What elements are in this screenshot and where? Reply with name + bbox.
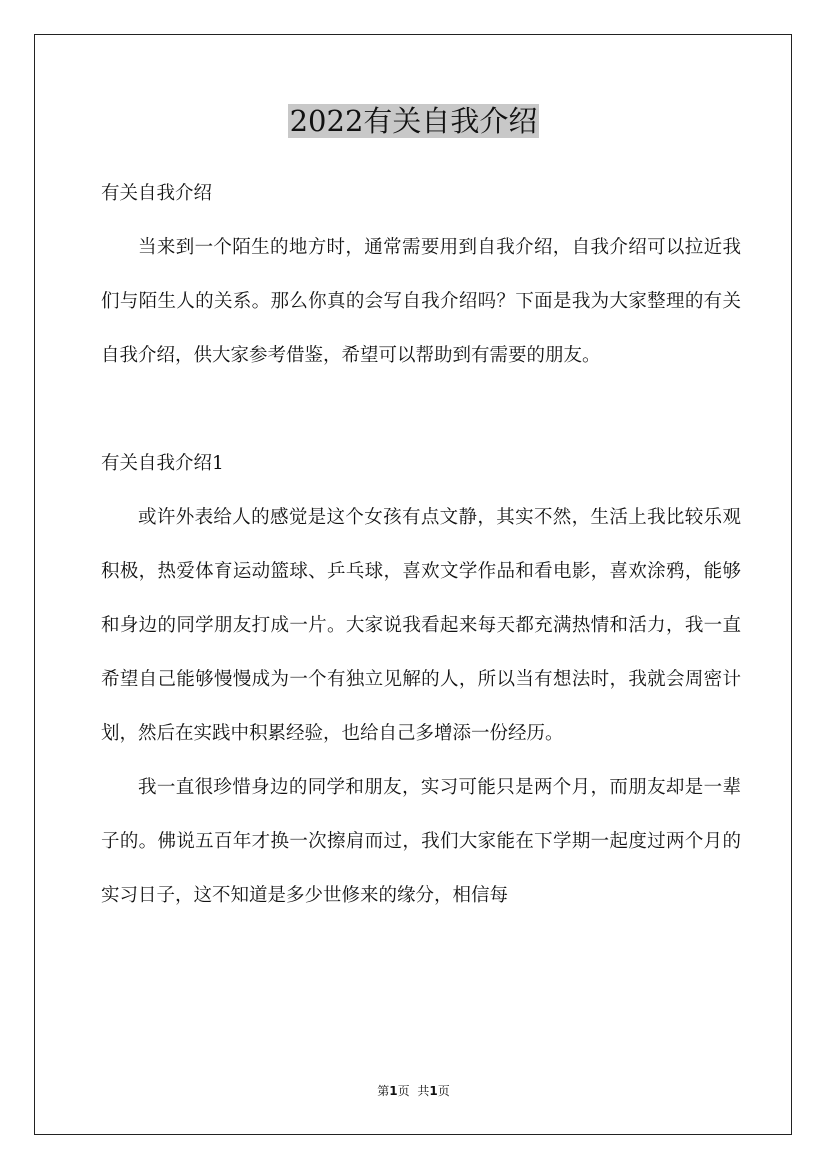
body-paragraph-2: 我一直很珍惜身边的同学和朋友，实习可能只是两个月，而朋友却是一辈子的。佛说五百年才换一次擦肩而过，我们大家能在下学期一起度过两个月的实习日子，这不知道是多少世修来的缘分，相信每 (101, 777, 741, 906)
subheading-1: 有关自我介绍1 (101, 453, 224, 474)
document-title-text: 2022有关自我介绍 (289, 104, 538, 138)
footer-total-suffix: 页 (437, 1084, 450, 1098)
paragraph-spacer (101, 383, 741, 437)
section-heading: 有关自我介绍 (101, 183, 213, 204)
page-footer (0, 1082, 827, 1100)
document-body (101, 167, 741, 923)
intro-paragraph: 当来到一个陌生的地方时，通常需要用到自我介绍，自我介绍可以拉近我们与陌生人的关系。那么你真的会写自我介绍吗？下面是我为大家整理的有关自我介绍，供大家参考借鉴，希望可以帮助到有需要的朋友。 (101, 237, 741, 366)
footer-page-suffix: 页 (397, 1084, 410, 1098)
footer-total-prefix: 共 (417, 1084, 430, 1098)
document-title (0, 101, 827, 141)
footer-page-prefix: 第 (377, 1084, 390, 1098)
footer-page-number: 1 (389, 1084, 398, 1098)
footer-total-pages: 1 (429, 1084, 438, 1098)
body-paragraph-1: 或许外表给人的感觉是这个女孩有点文静，其实不然，生活上我比较乐观积极，热爱体育运动篮球、乒乓球，喜欢文学作品和看电影，喜欢涂鸦，能够和身边的同学朋友打成一片。大家说我看起来每天都充满热情和活力，我一直希望自己能够慢慢成为一个有独立见解的人，所以当有想法时，我就会周密计划，然后在实践中积累经验，也给自己多增添一份经历。 (101, 507, 741, 744)
